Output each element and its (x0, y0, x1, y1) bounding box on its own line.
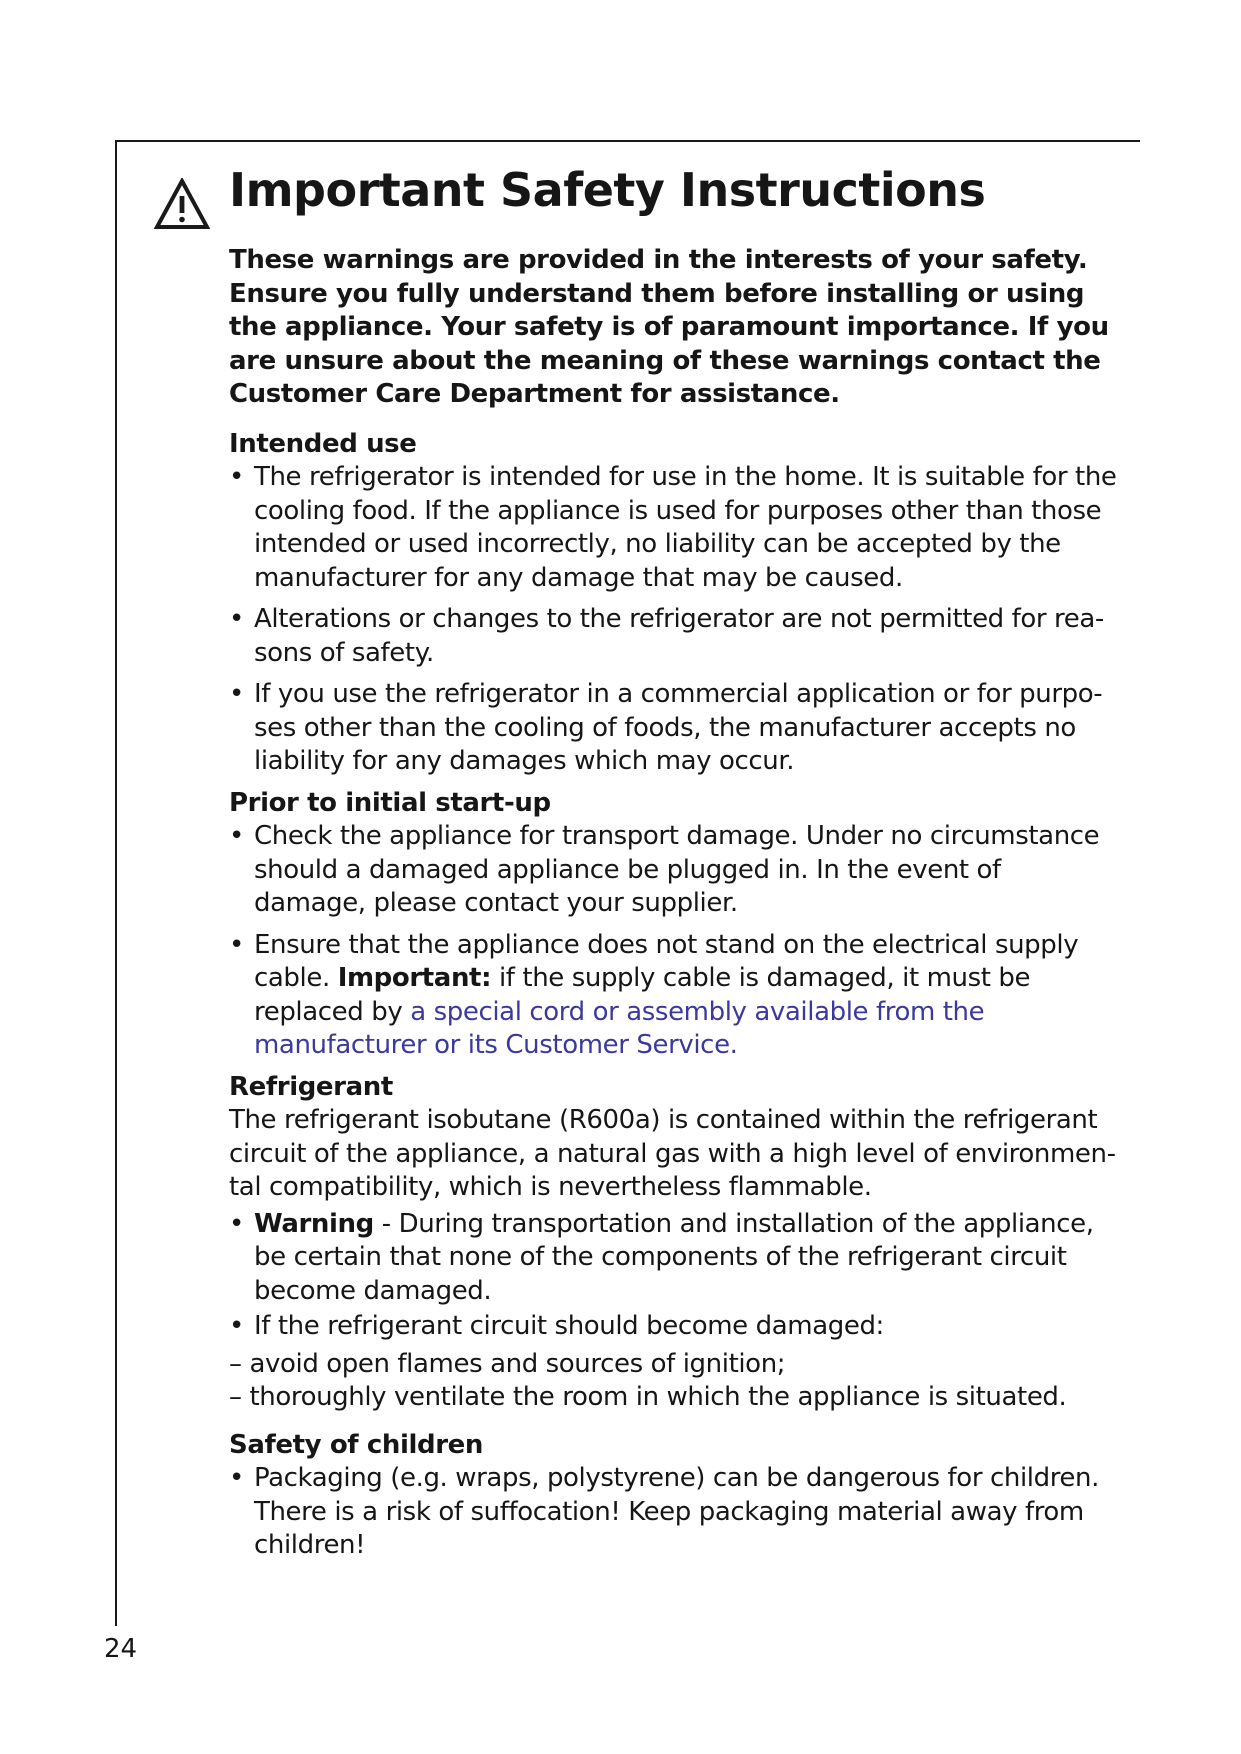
section-children (229, 1429, 1119, 1563)
warning-triangle-icon (154, 178, 210, 230)
list-item: • Alterations or changes to the refrigerator are not permitted for reasons of safety. (229, 603, 1119, 670)
frame-left-rule (115, 140, 117, 1626)
bullet-text: if the supply cable is damaged, it must be replaced by (254, 963, 1031, 1027)
section-heading: Safety of children (229, 1429, 483, 1460)
section-refrigerant (229, 1071, 1119, 1415)
section-startup (229, 787, 1119, 1063)
main-content (229, 244, 1119, 1571)
manufacturer-cord-link[interactable]: a special cord or assembly available from the manufacturer or its Customer Service. (254, 996, 985, 1060)
bullet-list (229, 1208, 1119, 1344)
bullet-text: Ensure that the appliance does not stand on the electrical supply cable. (254, 929, 1079, 993)
list-item: • Check the appliance for transport damage. Under no circumstance should a damaged appliance be plugged in. In the event of damage, please contact your supplier. (229, 820, 1119, 921)
page-number: 24 (104, 1634, 138, 1664)
list-item (229, 1208, 1119, 1309)
warning-label: Warning (254, 1208, 374, 1239)
refrigerant-paragraph: The refrigerant isobutane (R600a) is contained within the refrigerant circuit of the appliance, a natural gas with a high level of environmental compatibility, which is nevertheless flammable. (229, 1105, 1116, 1202)
intro-paragraph: These warnings are provided in the interests of your safety. Ensure you fully understand them before installing or using the appliance. Your safety is of paramount importance. If you are unsure about the meaning of these warnings contact the Customer Care Department for assistance. (229, 245, 1109, 409)
dash-list (229, 1348, 1119, 1415)
section-intended-use (229, 428, 1119, 779)
section-heading: Intended use (229, 428, 417, 459)
list-item: • If the refrigerant circuit should become damaged: (229, 1310, 1119, 1344)
bullet-list (229, 1462, 1119, 1563)
bullet-list (229, 820, 1119, 1063)
list-item: • The refrigerator is intended for use in the home. It is suitable for the cooling food. If the appliance is used for purposes other than those intended or used incorrectly, no liability can be accepted by the manufacturer for any damage that may be caused. (229, 461, 1119, 595)
dash-item: – avoid open flames and sources of ignition; (229, 1348, 786, 1379)
bullet-list (229, 461, 1119, 779)
list-item (229, 929, 1119, 1063)
list-item: • Packaging (e.g. wraps, polystyrene) can be dangerous for children. There is a risk of suffocation! Keep packaging material away from children! (229, 1462, 1119, 1563)
page-title: Important Safety Instructions (229, 163, 986, 217)
dash-item: – thoroughly ventilate the room in which the appliance is situated. (229, 1382, 1067, 1412)
section-heading: Prior to initial start-up (229, 787, 551, 818)
frame-top-rule (115, 140, 1140, 142)
important-label: Important: (337, 963, 492, 993)
bullet-text: - During transportation and installation of the appliance, be certain that none of the components of the refrigerant circuit become damaged. (254, 1208, 1094, 1306)
section-heading: Refrigerant (229, 1071, 393, 1102)
list-item: • If you use the refrigerator in a commercial application or for purposes other than the cooling of foods, the manufacturer accepts no liability for any damages which may occur. (229, 678, 1119, 779)
